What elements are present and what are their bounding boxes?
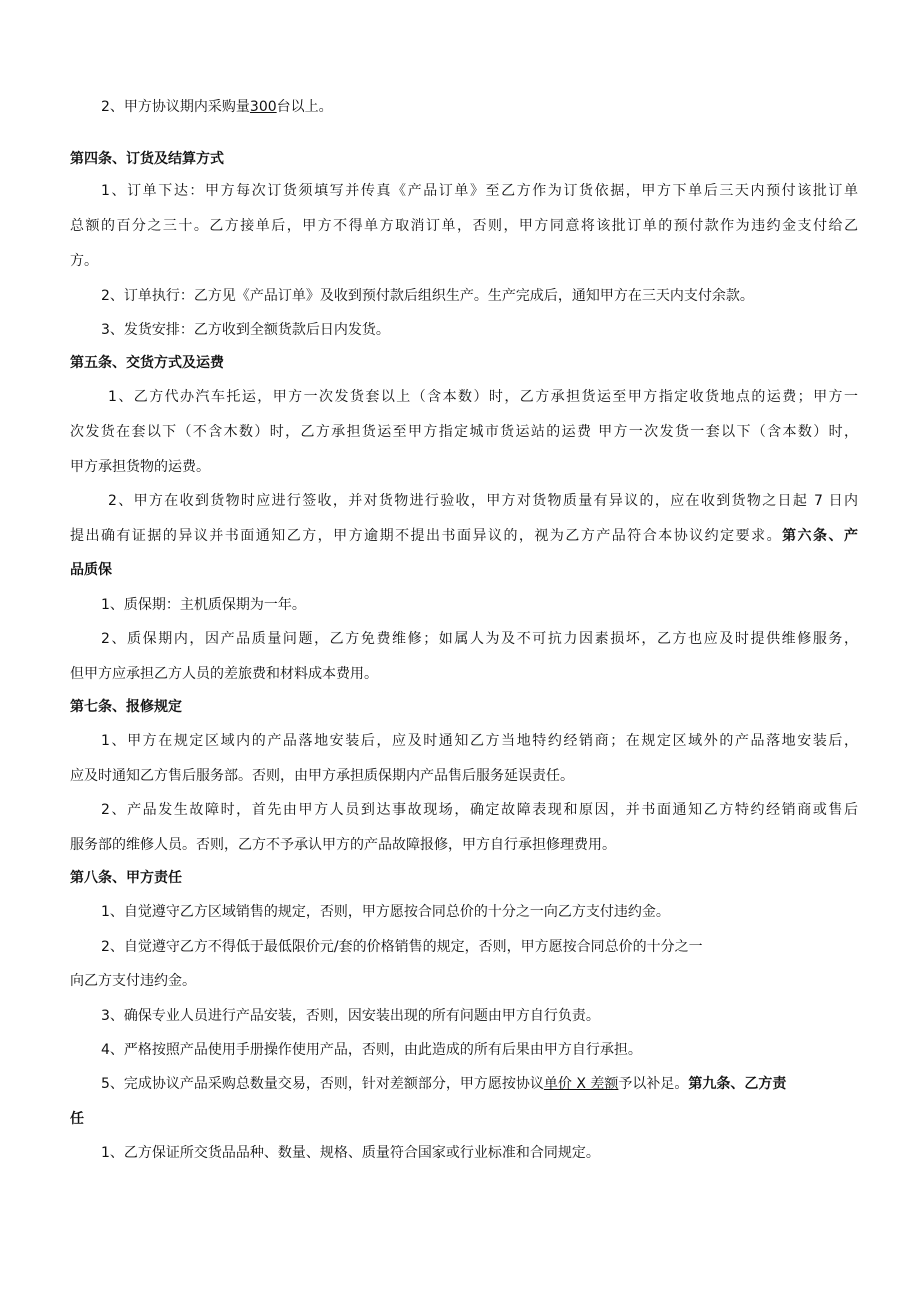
article-7-item-2-line-1: 2、产品发生故障时，首先由甲方人员到达事故现场，确定故障表现和原因，并书面通知乙方特约经销商或售后 (101, 802, 858, 818)
purchase-quantity: 300 (249, 99, 277, 115)
article-4-item-3: 3、发货安排：乙方收到全额货款后日内发货。 (101, 322, 390, 338)
heading-article-7: 第七条、报修规定 (70, 699, 182, 715)
heading-article-9-cont: 任 (70, 1111, 84, 1127)
text: 予以补足。 (618, 1076, 689, 1092)
article-7-item-2-line-2: 服务部的维修人员。否则，乙方不予承认甲方的产品故障报修，甲方自行承担修理费用。 (70, 837, 616, 853)
article-5-item-2-line-2 (70, 526, 858, 546)
article-5-item-2-line-1: 2、甲方在收到货物时应进行签收，并对货物进行验收，甲方对货物质量有异议的，应在收到货物之日起 7 日内 (108, 493, 858, 509)
heading-article-6-cont: 品质保 (70, 562, 112, 578)
article-5-item-1-line-3: 甲方承担货物的运费。 (70, 459, 210, 475)
article-5-item-1-line-2: 次发货在套以下（不含木数）时，乙方承担货运至甲方指定城市货运站的运费 甲方一次发货一套以下（含本数）时， (70, 424, 858, 440)
clause-3-item-2 (101, 97, 858, 117)
heading-article-6: 第六条、产 (782, 528, 858, 544)
article-7-item-1-line-1: 1、甲方在规定区域内的产品落地安装后，应及时通知乙方当地特约经销商；在规定区域外的产品落地安装后， (101, 733, 858, 749)
article-8-item-4: 4、严格按照产品使用手册操作使用产品，否则，由此造成的所有后果由甲方自行承担。 (101, 1042, 642, 1058)
article-8-item-2-line-1: 2、自觉遵守乙方不得低于最低限价元/套的价格销售的规定，否则，甲方愿按合同总价的十分之一 (101, 939, 703, 955)
article-6-item-2-line-1: 2、质保期内，因产品质量问题，乙方免费维修；如属人为及不可抗力因素损坏，乙方也应及时提供维修服务， (101, 631, 858, 647)
article-7-item-1-line-2: 应及时通知乙方售后服务部。否则，由甲方承担质保期内产品售后服务延误责任。 (70, 768, 574, 784)
article-6-item-2-line-2: 但甲方应承担乙方人员的差旅费和材料成本费用。 (70, 666, 378, 682)
article-4-item-1-line-1: 1、订单下达：甲方每次订货须填写并传真《产品订单》至乙方作为订货依据，甲方下单后三天内预付该批订单 (101, 183, 858, 199)
article-8-item-5 (101, 1074, 858, 1094)
article-5-item-1-line-1: 1、乙方代办汽车托运，甲方一次发货套以上（含本数）时，乙方承担货运至甲方指定收货地点的运费；甲方一 (108, 389, 858, 405)
text: 2、甲方协议期内采购量 (101, 99, 250, 115)
heading-article-5: 第五条、交货方式及运费 (70, 355, 224, 371)
heading-article-9: 第九条、乙方责 (688, 1076, 787, 1092)
unit-price-x-difference: 单价 X 差额 (543, 1076, 619, 1092)
text: 5、完成协议产品采购总数量交易，否则，针对差额部分，甲方愿按协议 (101, 1076, 544, 1092)
heading-article-8: 第八条、甲方责任 (70, 870, 182, 886)
heading-article-4: 第四条、订货及结算方式 (70, 151, 224, 167)
article-8-item-1: 1、自觉遵守乙方区域销售的规定，否则，甲方愿按合同总价的十分之一向乙方支付违约金。 (101, 904, 670, 920)
text: 台以上。 (276, 99, 333, 115)
article-6-item-1: 1、质保期：主机质保期为一年。 (101, 597, 306, 613)
article-4-item-2: 2、订单执行：乙方见《产品订单》及收到预付款后组织生产。生产完成后，通知甲方在三天内支付余款。 (101, 288, 754, 304)
text: 提出确有证据的异议并书面通知乙方，甲方逾期不提出书面异议的，视为乙方产品符合本协议约定要求。 (70, 528, 783, 544)
article-8-item-3: 3、确保专业人员进行产品安装，否则，因安装出现的所有问题由甲方自行负责。 (101, 1008, 600, 1024)
article-9-item-1: 1、乙方保证所交货品品种、数量、规格、质量符合国家或行业标准和合同规定。 (101, 1145, 600, 1161)
article-8-item-2-line-2: 向乙方支付违约金。 (70, 973, 196, 989)
article-4-item-1-line-2: 总额的百分之三十。乙方接单后，甲方不得单方取消订单，否则，甲方同意将该批订单的预付款作为违约金支付给乙 (70, 218, 858, 234)
article-4-item-1-line-3: 方。 (70, 253, 98, 269)
